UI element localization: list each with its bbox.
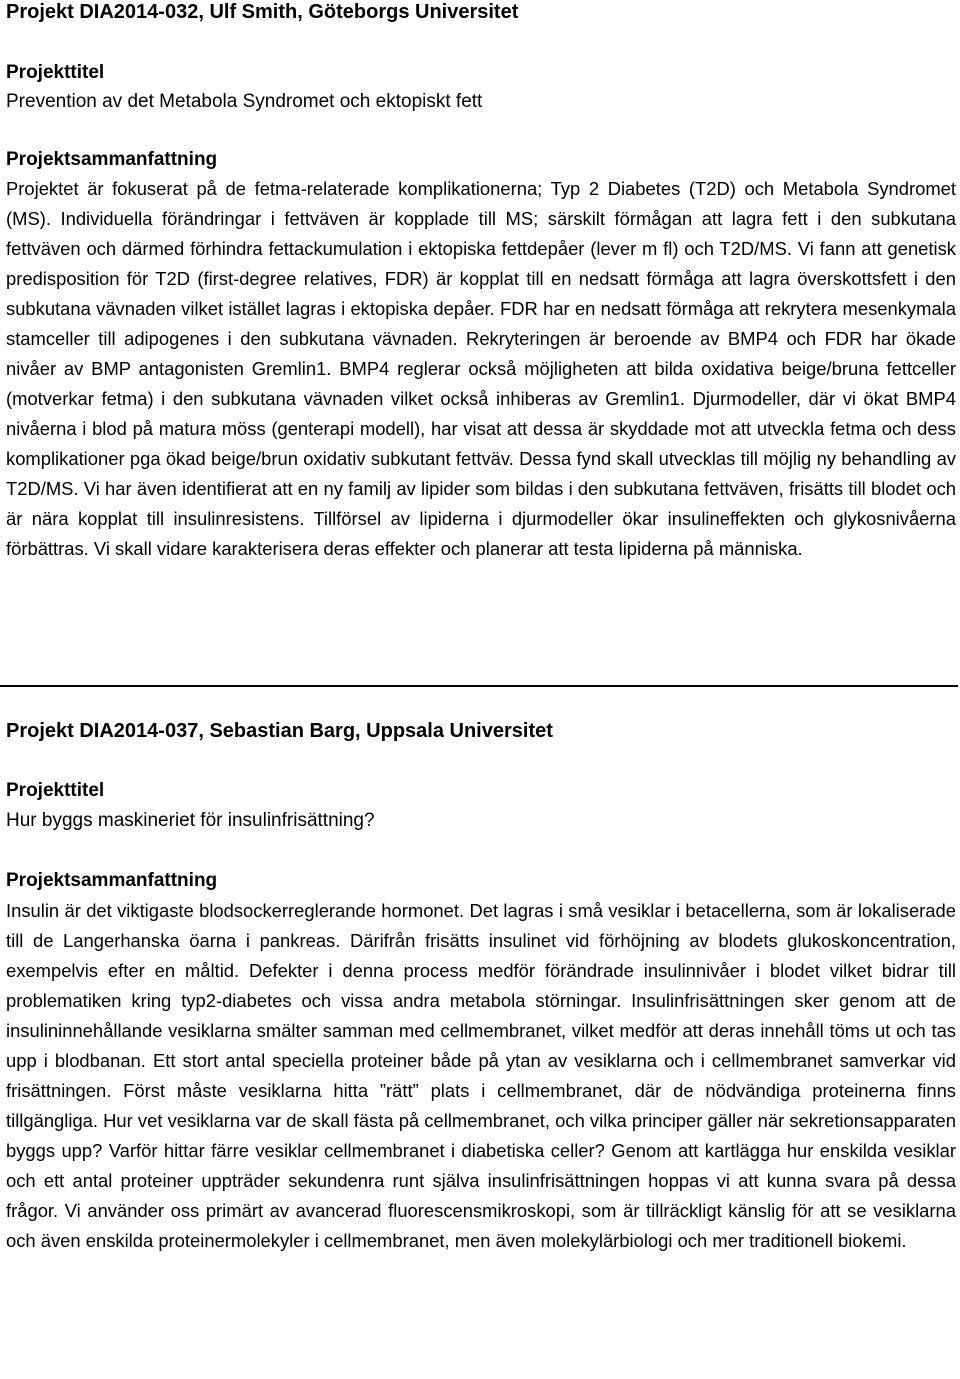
project-summary-label: Projektsammanfattning <box>6 870 218 891</box>
project-title-label: Projekttitel <box>6 62 105 83</box>
section-divider <box>0 685 958 687</box>
project-summary: Insulin är det viktigaste blodsockerreglerande hormonet. Det lagras i små vesiklar i betacellerna, som är lokaliserade till de Langerhanska öarna i pankreas. Därifrån frisätts insulinet vid förhöjning av blodets glukoskoncentration, exempelvis efter en måltid. Defekter i denna process medför förändrade insulinnivåer i blodet vilket bidrar till problematiken kring typ2-diabetes och vissa andra metabola störningar. Insulinfrisättningen sker genom att de insulininnehållande vesiklarna smälter samman med cellmembranet, vilket medför att deras innehåll töms ut och tas upp i blodbanan. Ett stort antal speciella proteiner både på ytan av vesiklarna och i cellmembranet samverkar vid frisättningen. Först måste vesiklarna hitta ”rätt” plats i cellmembranet, där de nödvändiga proteinerna finns tillgängliga. Hur vet vesiklarna var de skall fästa på cellmembranet, och vilka principer gäller när sekretionsapparaten byggs upp? Varför hittar färre vesiklar cellmembranet i diabetiska celler? Genom att kartlägga hur enskilda vesiklar och ett antal proteiner uppträder sekundenra runt själva insulinfrisättningen hoppas vi att kunna svara på dessa frågor. Vi använder oss primärt av avancerad fluorescensmikroskopi, som är tillräckligt känslig för att se vesiklarna och även enskilda proteinermolekyler i cellmembranet, men även molekylärbiologi och mer traditionell biokemi. <box>6 900 956 1251</box>
project-heading: Projekt DIA2014-037, Sebastian Barg, Uppsala Universitet <box>6 720 553 742</box>
project-title: Hur byggs maskineriet för insulinfrisättning? <box>6 810 375 831</box>
project-summary-label: Projektsammanfattning <box>6 149 218 170</box>
project-summary: Projektet är fokuserat på de fetma-relaterade komplikationerna; Typ 2 Diabetes (T2D) och Metabola Syndromet (MS). Individuella förändringar i fettväven är kopplade till MS; särskilt förmågan att lagra fett i den subkutana fettväven och därmed förhindra fettackumulation i ektopiska fettdepåer (lever m fl) och T2D/MS. Vi fann att genetisk predisposition för T2D (first-degree relatives, FDR) är kopplat till en nedsatt förmåga att lagra överskottsfett i den subkutana vävnaden vilket istället lagras i ektopiska depåer. FDR har en nedsatt förmåga att rekrytera mesenkymala stamceller till adipogenes i den subkutana vävnaden. Rekryteringen är beroende av BMP4 och FDR har ökade nivåer av BMP antagonisten Gremlin1. BMP4 reglerar också möjligheten att bilda oxidativa beige/bruna fettceller (motverkar fetma) i den subkutana vävnaden vilket också inhiberas av Gremlin1. Djurmodeller, där vi ökat BMP4 nivåerna i blod på matura möss (genterapi modell), har visat att dessa är skyddade mot att utveckla fetma och dess komplikationer pga ökad beige/brun oxidativ subkutant fettväv. Dessa fynd skall utvecklas till möjlig ny behandling av T2D/MS. Vi har även identifierat att en ny familj av lipider som bildas i den subkutana fettväven, frisätts till blodet och är nära kopplat till insulinresistens. Tillförsel av lipiderna i djurmodeller ökar insulineffekten och glykosnivåerna förbättras. Vi skall vidare karakterisera deras effekter och planerar att testa lipiderna på människa. <box>6 178 956 559</box>
project-title-label: Projekttitel <box>6 780 105 801</box>
project-heading: Projekt DIA2014-032, Ulf Smith, Göteborgs Universitet <box>6 1 519 23</box>
project-title: Prevention av det Metabola Syndromet och ektopiskt fett <box>6 91 483 112</box>
